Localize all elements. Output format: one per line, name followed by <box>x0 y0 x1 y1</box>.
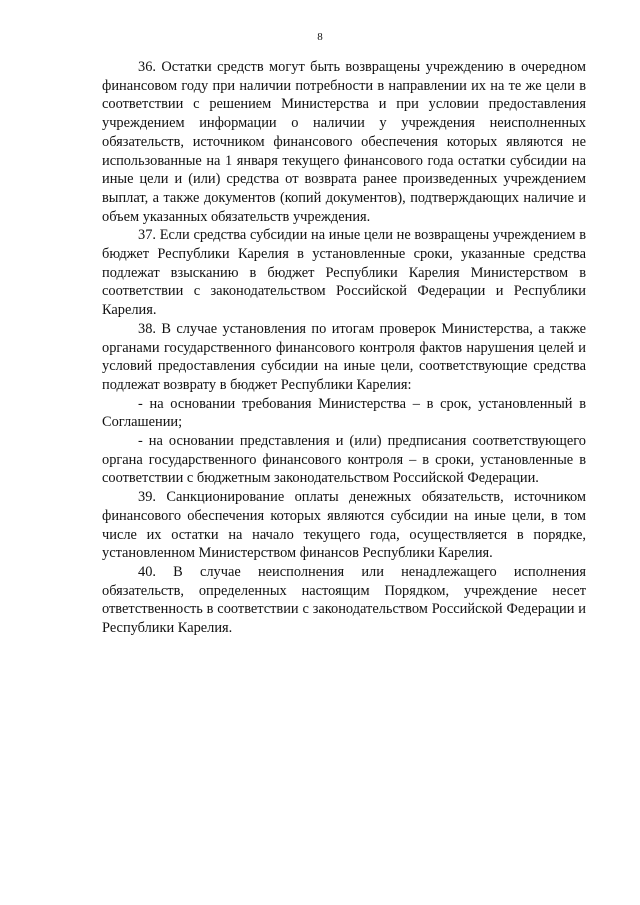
paragraph-40: 40. В случае неисполнения или ненадлежащего исполнения обязательств, определенных настоящим Порядком, учреждение несет ответственность в соответствии с законодательством Российской Федерации и Республики Карелия. <box>102 563 586 637</box>
paragraph-39: 39. Санкционирование оплаты денежных обязательств, источником финансового обеспечения которых являются субсидии на иные цели, в том числе их остатки на начало текущего года, осуществляется в порядке, установленном Министерством финансов Республики Карелия. <box>102 489 586 562</box>
paragraph-38-item-control-body-order: - на основании представления и (или) предписания соответствующего органа государственного финансового контроля – в сроки, установленные в соответствии с бюджетным законодательством Российской Федерации. <box>102 433 586 487</box>
page-number: 8 <box>317 31 323 43</box>
paragraph-36: 36. Остатки средств могут быть возвращены учреждению в очередном финансовом году при наличии потребности в направлении их на те же цели в соответствии с решением Министерства и при условии предоставления учреждением информации о наличии у учреждения неисполненных обязательств, источником финансового обеспечения которых являются не использованные на 1 января текущего финансового года остатки субсидии на иные цели и (или) средства от возврата ранее произведенных учреждением выплат, а также документов (копий документов), подтверждающих наличие и объем указанных обязательств учреждения. <box>102 59 586 225</box>
paragraph-37: 37. Если средства субсидии на иные цели не возвращены учреждением в бюджет Республики Карелия в установленные сроки, указанные средства подлежат взысканию в бюджет Республики Карелия Министерством в соответствии с законодательством Российской Федерации и Республики Карелия. <box>102 227 586 319</box>
document-body <box>102 58 586 638</box>
paragraph-38: 38. В случае установления по итогам проверок Министерства, а также органами государственного финансового контроля фактов нарушения целей и условий предоставления субсидии на иные цели, соответствующие средства подлежат возврату в бюджет Республики Карелия: <box>102 320 586 393</box>
paragraph-38-item-ministry-demand: - на основании требования Министерства – в срок, установленный в Соглашении; <box>102 395 586 431</box>
